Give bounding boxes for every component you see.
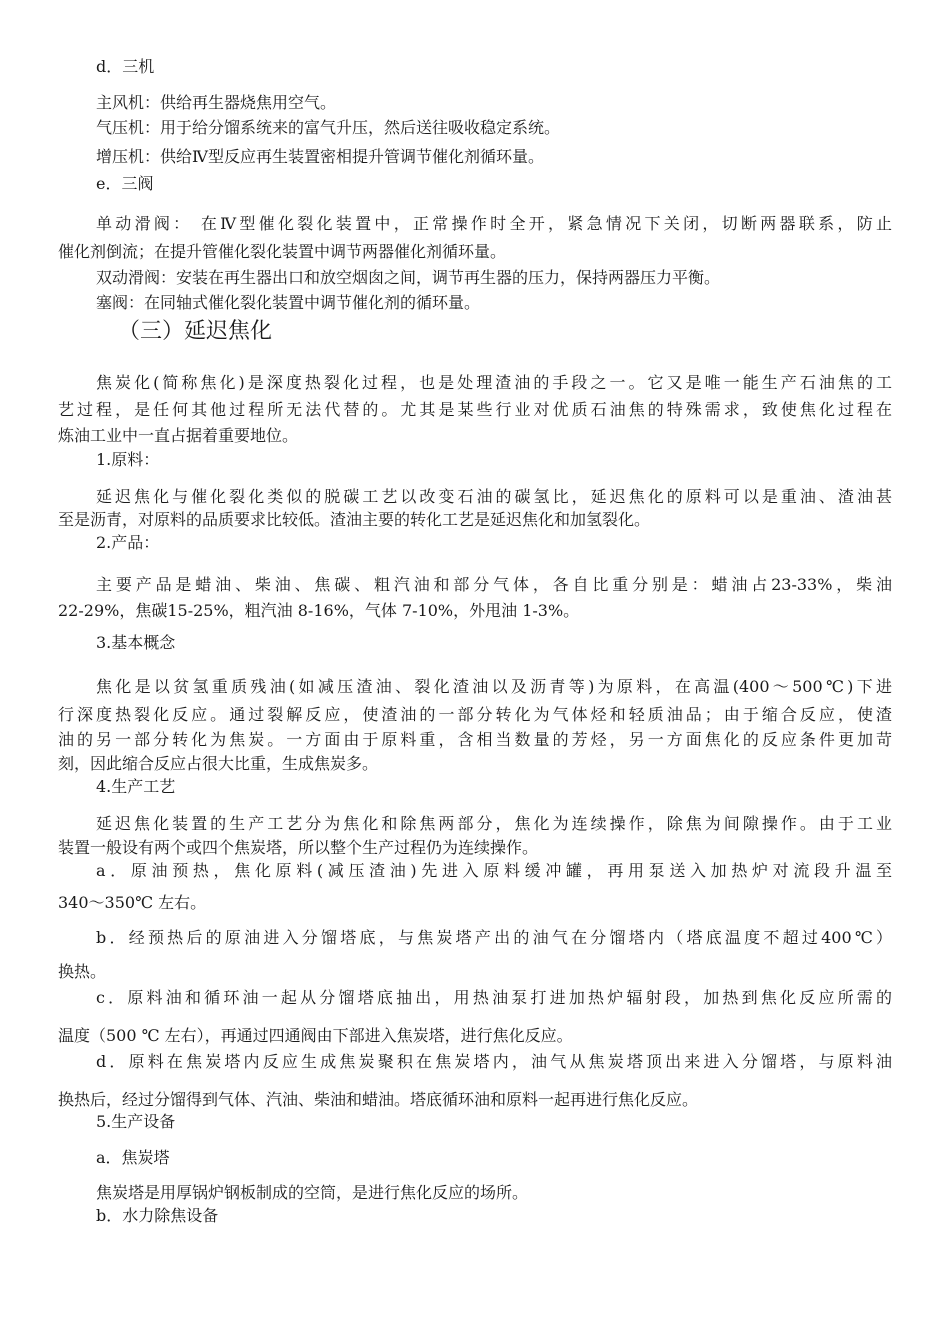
products-line-2: 22-29%，焦碳15-25%，粗汽油 8-16%，气体 7-10%，外甩油 1-3%。: [58, 601, 580, 620]
item-e-three-valves: e．三阀: [96, 174, 154, 193]
intro-paragraph-line-2: 艺过程，是任何其他过程所无法代替的。尤其是某些行业对优质石油焦的特殊需求，致使焦化过程在: [58, 400, 892, 419]
concepts-line-2: 行深度热裂化反应。通过裂解反应，使渣油的一部分转化为气体烃和轻质油品；由于缩合反应，使渣: [58, 705, 892, 724]
subheading-production-equipment: 5.生产设备: [96, 1112, 176, 1131]
main-fan-line: 主风机：供给再生器烧焦用空气。: [96, 93, 337, 112]
double-slide-valve-line: 双动滑阀：安装在再生器出口和放空烟囱之间，调节再生器的压力，保持两器压力平衡。: [96, 268, 721, 287]
subheading-basic-concepts: 3.基本概念: [96, 633, 176, 652]
concepts-line-1: 焦化是以贫氢重质残油(如减压渣油、裂化渣油以及沥青等)为原料，在高温(400～500℃)下进: [96, 677, 892, 696]
coke-drum-description: 焦炭塔是用厚锅炉钢板制成的空筒，是进行焦化反应的场所。: [96, 1183, 529, 1202]
raw-materials-line-1: 延迟焦化与催化裂化类似的脱碳工艺以改变石油的碳氢比，延迟焦化的原料可以是重油、渣油甚: [96, 487, 892, 506]
single-slide-valve-line-1: 单动滑阀： 在Ⅳ型催化裂化装置中，正常操作时全开，紧急情况下关闭，切断两器联系，防止: [96, 214, 892, 233]
concepts-line-4: 刻，因此缩合反应占很大比重，生成焦炭多。: [58, 754, 379, 773]
equipment-b-heading: b．水力除焦设备: [96, 1206, 219, 1225]
gas-compressor-line: 气压机：用于给分馏系统来的富气升压，然后送往吸收稳定系统。: [96, 118, 561, 137]
subheading-production-process: 4.生产工艺: [96, 777, 176, 796]
step-d-line-2: 换热后，经过分馏得到气体、汽油、柴油和蜡油。塔底循环油和原料一起再进行焦化反应。: [58, 1090, 699, 1109]
step-d-line-1: d．原料在焦炭塔内反应生成焦炭聚积在焦炭塔内，油气从焦炭塔顶出来进入分馏塔，与原料油: [96, 1052, 892, 1071]
process-line-1: 延迟焦化装置的生产工艺分为焦化和除焦两部分，焦化为连续操作，除焦为间隙操作。由于工业: [96, 814, 892, 833]
step-c-line-2: 温度（500 ℃ 左右），再通过四通阀由下部进入焦炭塔，进行焦化反应。: [58, 1026, 573, 1045]
single-slide-valve-line-2: 催化剂倒流；在提升管催化裂化装置中调节两器催化剂循环量。: [58, 242, 507, 261]
raw-materials-line-2: 至是沥青，对原料的品质要求比较低。渣油主要的转化工艺是延迟焦化和加氢裂化。: [58, 510, 651, 529]
step-b-line-1: b．经预热后的原油进入分馏塔底，与焦炭塔产出的油气在分馏塔内（塔底温度不超过400℃）: [96, 928, 892, 947]
process-line-2: 装置一般设有两个或四个焦炭塔，所以整个生产过程仍为连续操作。: [58, 838, 539, 857]
item-d-three-machines: d．三机: [96, 57, 155, 76]
step-c-line-1: c．原料油和循环油一起从分馏塔底抽出，用热油泵打进加热炉辐射段，加热到焦化反应所需的: [96, 988, 892, 1007]
intro-paragraph-line-3: 炼油工业中一直占据着重要地位。: [58, 426, 299, 445]
plug-valve-line: 塞阀：在同轴式催化裂化装置中调节催化剂的循环量。: [96, 293, 481, 312]
products-line-1: 主要产品是蜡油、柴油、焦碳、粗汽油和部分气体，各自比重分别是：蜡油占23-33%，柴油: [96, 575, 892, 594]
booster-line: 增压机：供给Ⅳ型反应再生装置密相提升管调节催化剂循环量。: [96, 147, 544, 166]
concepts-line-3: 油的另一部分转化为焦炭。一方面由于原料重，含相当数量的芳烃，另一方面焦化的反应条件更加苛: [58, 730, 892, 749]
subheading-raw-materials: 1.原料：: [96, 450, 160, 469]
equipment-a-heading: a．焦炭塔: [96, 1148, 170, 1167]
subheading-products: 2.产品：: [96, 533, 160, 552]
step-a-line-2: 340～350℃ 左右。: [58, 893, 207, 912]
step-a-line-1: a．原油预热，焦化原料(减压渣油)先进入原料缓冲罐，再用泵送入加热炉对流段升温至: [96, 861, 892, 880]
step-b-line-2: 换热。: [58, 962, 107, 981]
intro-paragraph-line-1: 焦炭化(简称焦化)是深度热裂化过程，也是处理渣油的手段之一。它又是唯一能生产石油焦的工: [96, 373, 892, 392]
section-heading-delayed-coking: （三）延迟焦化: [118, 319, 273, 344]
